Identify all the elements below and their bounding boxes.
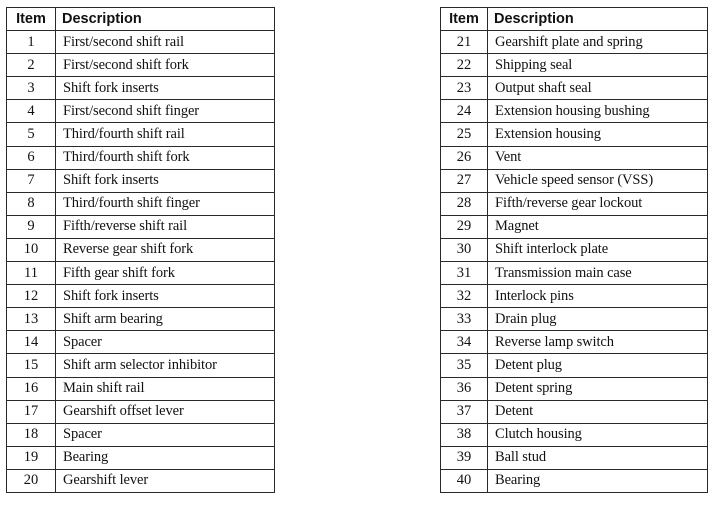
- item-description-cell: Gearshift lever: [56, 469, 275, 492]
- item-number-cell: 34: [441, 331, 488, 354]
- item-description-cell: Drain plug: [488, 308, 708, 331]
- item-number-cell: 12: [7, 285, 56, 308]
- table-row: [7, 146, 275, 169]
- table-row: [441, 77, 708, 100]
- item-number-cell: 25: [441, 123, 488, 146]
- item-number-cell: 10: [7, 238, 56, 261]
- item-description-cell: Vent: [488, 146, 708, 169]
- item-number-cell: 23: [441, 77, 488, 100]
- item-number-cell: 31: [441, 262, 488, 285]
- table-row: [7, 400, 275, 423]
- item-number-cell: 5: [7, 123, 56, 146]
- item-number-cell: 37: [441, 400, 488, 423]
- table-row: [441, 446, 708, 469]
- item-number-cell: 38: [441, 423, 488, 446]
- item-description-cell: Main shift rail: [56, 377, 275, 400]
- parts-table-left-body: [7, 31, 275, 493]
- item-description-cell: First/second shift finger: [56, 100, 275, 123]
- table-row: [441, 331, 708, 354]
- item-number-cell: 17: [7, 400, 56, 423]
- item-description-cell: Third/fourth shift rail: [56, 123, 275, 146]
- table-row: [441, 285, 708, 308]
- item-description-cell: Detent spring: [488, 377, 708, 400]
- item-description-cell: Spacer: [56, 423, 275, 446]
- item-description-cell: Magnet: [488, 215, 708, 238]
- table-row: [7, 285, 275, 308]
- item-number-cell: 15: [7, 354, 56, 377]
- item-number-cell: 27: [441, 169, 488, 192]
- item-number-cell: 16: [7, 377, 56, 400]
- item-number-cell: 7: [7, 169, 56, 192]
- item-number-cell: 18: [7, 423, 56, 446]
- item-description-cell: Bearing: [488, 469, 708, 492]
- item-number-cell: 11: [7, 262, 56, 285]
- item-description-cell: Bearing: [56, 446, 275, 469]
- item-description-cell: Shipping seal: [488, 54, 708, 77]
- item-description-cell: Shift arm selector inhibitor: [56, 354, 275, 377]
- item-number-cell: 1: [7, 31, 56, 54]
- item-number-cell: 30: [441, 238, 488, 261]
- table-row: [7, 31, 275, 54]
- item-description-cell: Third/fourth shift finger: [56, 192, 275, 215]
- item-number-cell: 6: [7, 146, 56, 169]
- table-header-row: [441, 8, 708, 31]
- item-description-cell: Transmission main case: [488, 262, 708, 285]
- table-row: [7, 123, 275, 146]
- item-description-cell: Clutch housing: [488, 423, 708, 446]
- item-number-cell: 35: [441, 354, 488, 377]
- table-row: [7, 331, 275, 354]
- item-description-cell: Shift fork inserts: [56, 77, 275, 100]
- table-row: [441, 469, 708, 492]
- table-row: [7, 308, 275, 331]
- item-number-cell: 29: [441, 215, 488, 238]
- item-description-cell: Gearshift plate and spring: [488, 31, 708, 54]
- item-number-cell: 20: [7, 469, 56, 492]
- table-row: [441, 123, 708, 146]
- item-number-cell: 4: [7, 100, 56, 123]
- table-row: [7, 54, 275, 77]
- item-description-cell: Shift fork inserts: [56, 169, 275, 192]
- item-description-cell: Detent: [488, 400, 708, 423]
- table-row: [7, 192, 275, 215]
- item-description-cell: Extension housing: [488, 123, 708, 146]
- item-number-cell: 28: [441, 192, 488, 215]
- column-header-description: Description: [56, 8, 275, 31]
- item-description-cell: Reverse lamp switch: [488, 331, 708, 354]
- column-header-item: Item: [441, 8, 488, 31]
- item-description-cell: Fifth/reverse shift rail: [56, 215, 275, 238]
- parts-table-right: [440, 7, 708, 493]
- item-description-cell: Detent plug: [488, 354, 708, 377]
- item-number-cell: 39: [441, 446, 488, 469]
- item-description-cell: Vehicle speed sensor (VSS): [488, 169, 708, 192]
- item-number-cell: 8: [7, 192, 56, 215]
- item-description-cell: Third/fourth shift fork: [56, 146, 275, 169]
- table-row: [441, 192, 708, 215]
- table-row: [441, 215, 708, 238]
- item-number-cell: 2: [7, 54, 56, 77]
- table-row: [441, 354, 708, 377]
- column-header-description: Description: [488, 8, 708, 31]
- item-description-cell: Shift interlock plate: [488, 238, 708, 261]
- table-row: [441, 31, 708, 54]
- item-description-cell: Gearshift offset lever: [56, 400, 275, 423]
- table-row: [441, 238, 708, 261]
- item-number-cell: 32: [441, 285, 488, 308]
- item-number-cell: 40: [441, 469, 488, 492]
- table-row: [7, 77, 275, 100]
- item-number-cell: 9: [7, 215, 56, 238]
- table-row: [7, 377, 275, 400]
- table-row: [7, 215, 275, 238]
- item-number-cell: 3: [7, 77, 56, 100]
- table-header-row: [7, 8, 275, 31]
- item-description-cell: Reverse gear shift fork: [56, 238, 275, 261]
- item-description-cell: Fifth/reverse gear lockout: [488, 192, 708, 215]
- table-row: [441, 146, 708, 169]
- parts-table-right-body: [441, 31, 708, 493]
- table-row: [441, 400, 708, 423]
- table-row: [7, 423, 275, 446]
- item-number-cell: 36: [441, 377, 488, 400]
- item-number-cell: 33: [441, 308, 488, 331]
- item-number-cell: 26: [441, 146, 488, 169]
- item-description-cell: Interlock pins: [488, 285, 708, 308]
- item-description-cell: Extension housing bushing: [488, 100, 708, 123]
- item-description-cell: Fifth gear shift fork: [56, 262, 275, 285]
- table-row: [441, 54, 708, 77]
- table-row: [7, 169, 275, 192]
- item-number-cell: 14: [7, 331, 56, 354]
- table-row: [441, 100, 708, 123]
- table-row: [441, 308, 708, 331]
- table-row: [441, 377, 708, 400]
- item-number-cell: 21: [441, 31, 488, 54]
- item-description-cell: Shift arm bearing: [56, 308, 275, 331]
- item-description-cell: Shift fork inserts: [56, 285, 275, 308]
- table-row: [7, 100, 275, 123]
- item-description-cell: Output shaft seal: [488, 77, 708, 100]
- item-description-cell: Spacer: [56, 331, 275, 354]
- table-row: [7, 238, 275, 261]
- table-row: [7, 262, 275, 285]
- item-description-cell: First/second shift fork: [56, 54, 275, 77]
- column-header-item: Item: [7, 8, 56, 31]
- parts-table-left: [6, 7, 275, 493]
- item-number-cell: 13: [7, 308, 56, 331]
- table-row: [441, 423, 708, 446]
- table-row: [441, 169, 708, 192]
- item-number-cell: 22: [441, 54, 488, 77]
- item-number-cell: 24: [441, 100, 488, 123]
- table-row: [7, 469, 275, 492]
- table-row: [441, 262, 708, 285]
- item-description-cell: Ball stud: [488, 446, 708, 469]
- table-row: [7, 354, 275, 377]
- item-number-cell: 19: [7, 446, 56, 469]
- table-row: [7, 446, 275, 469]
- item-description-cell: First/second shift rail: [56, 31, 275, 54]
